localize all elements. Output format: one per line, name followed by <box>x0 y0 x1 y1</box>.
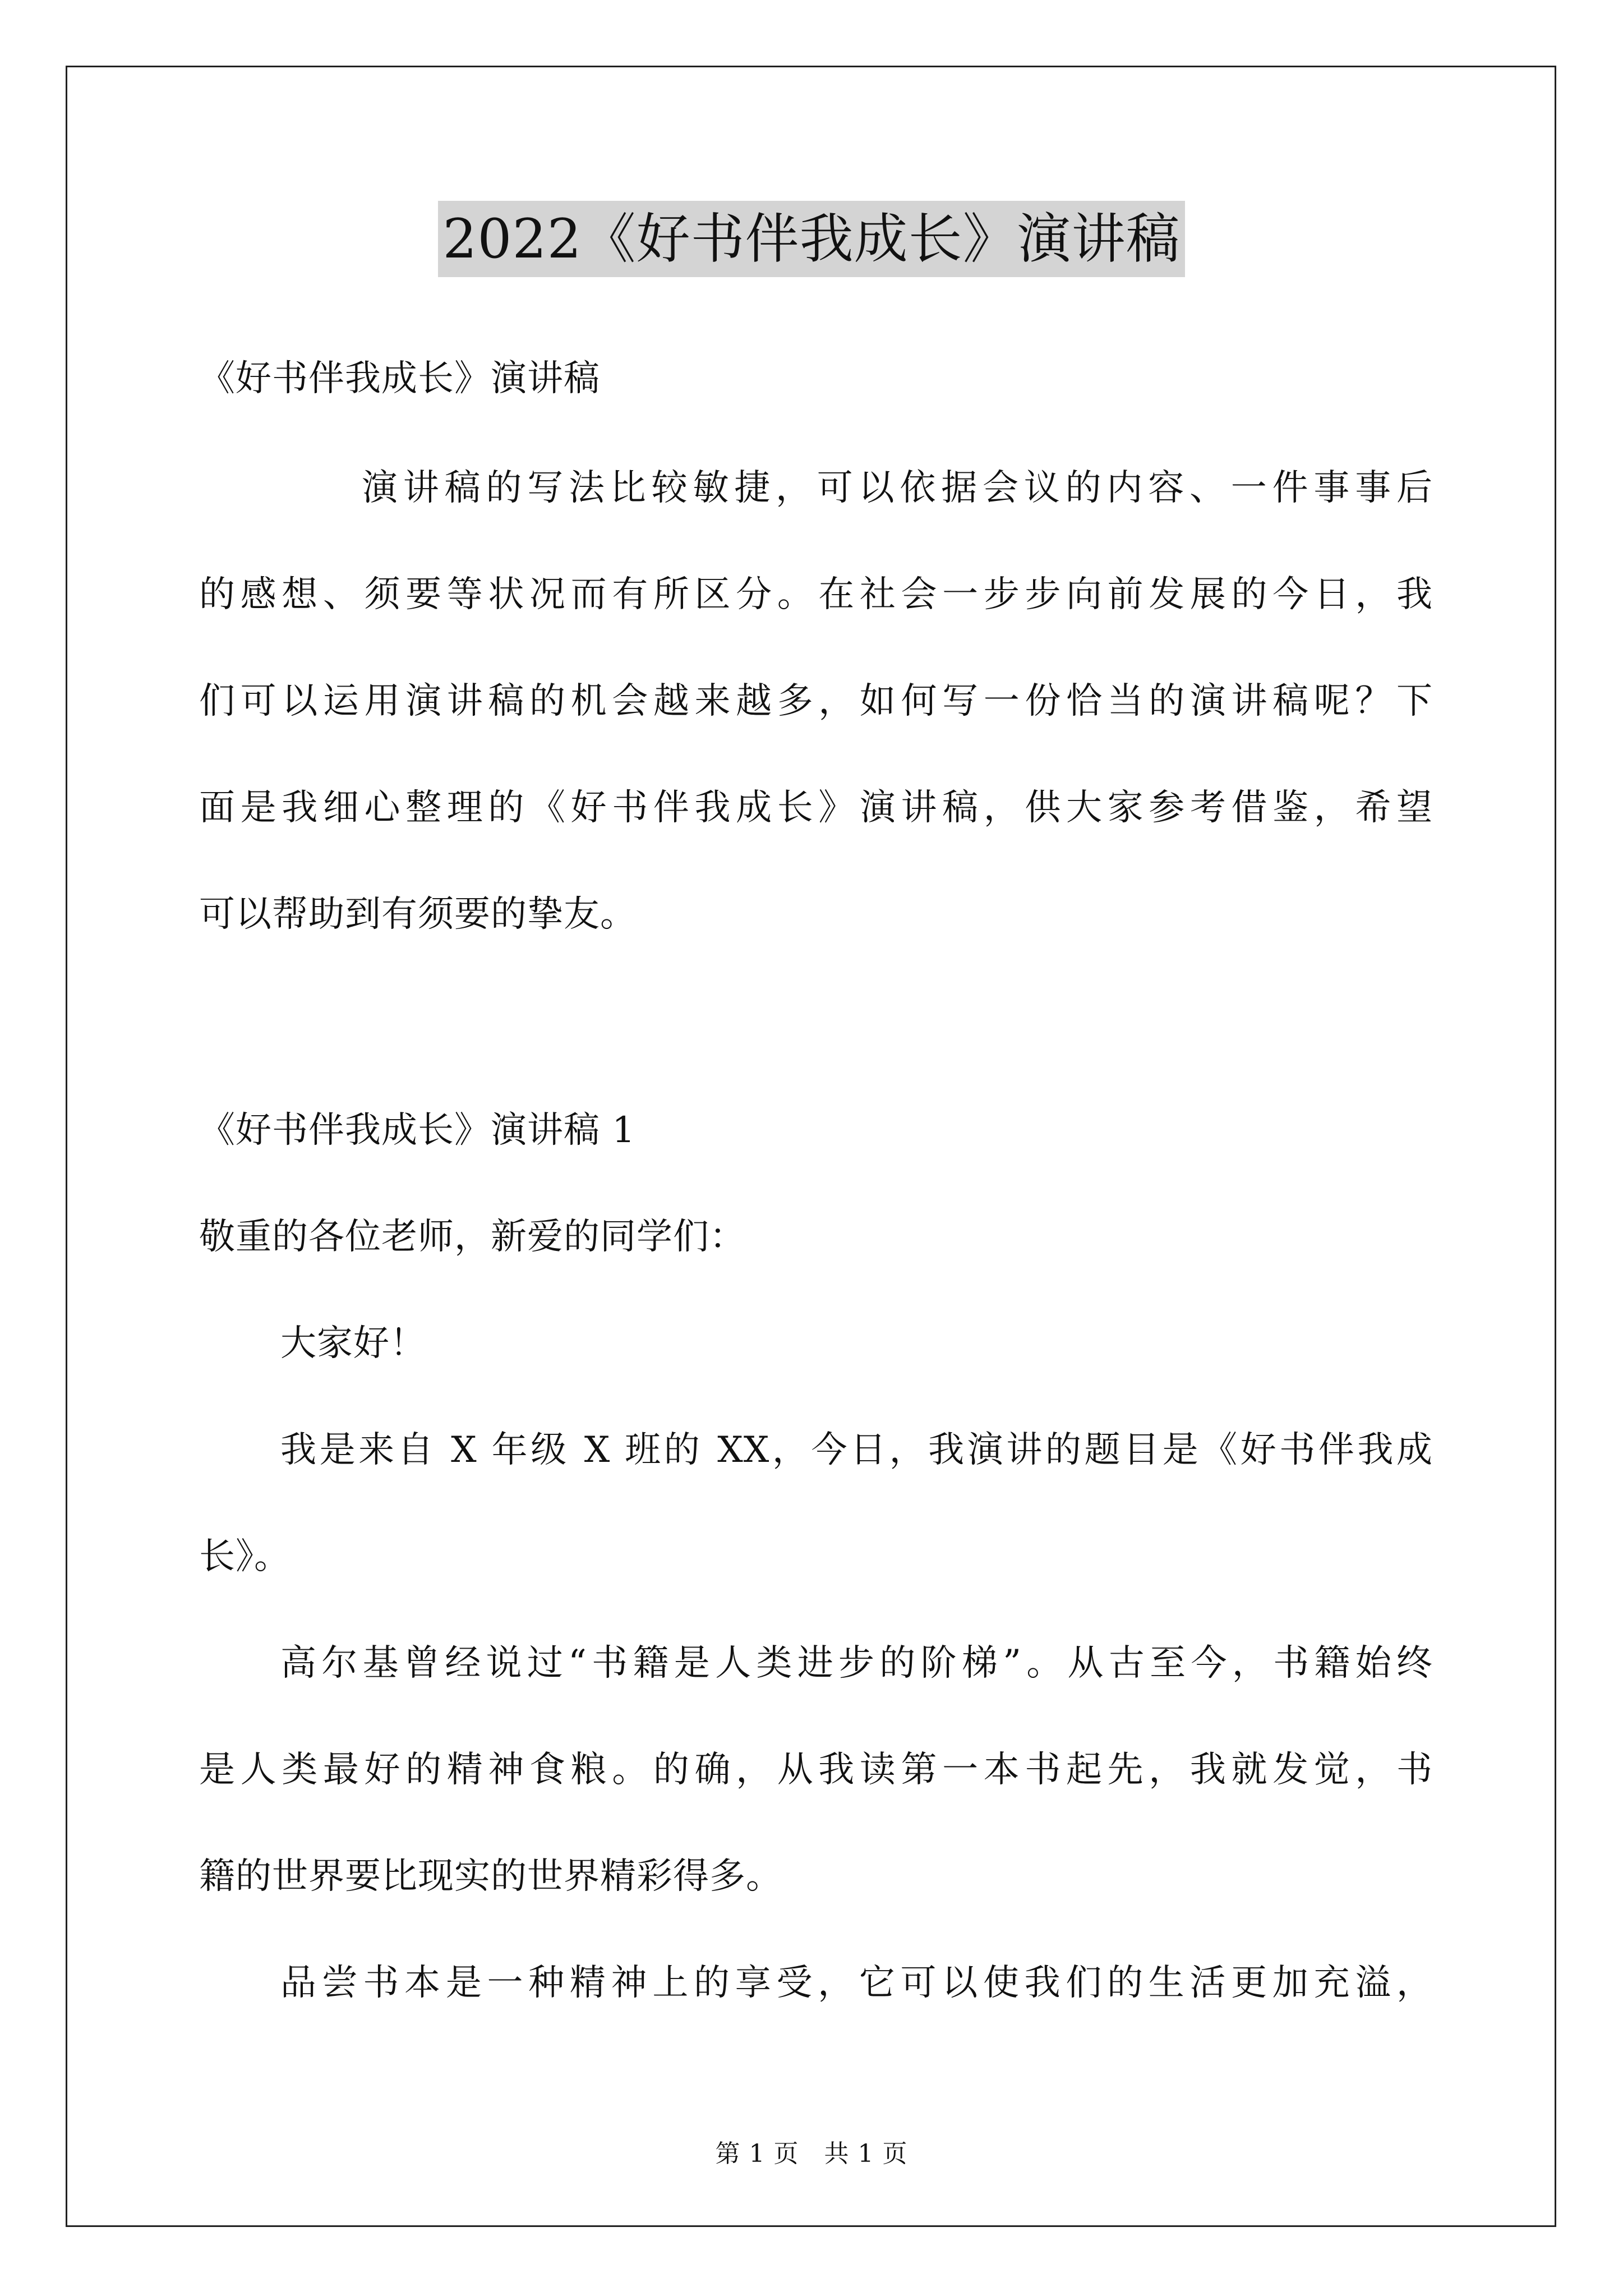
greeting-line: 大家好！ <box>280 1323 426 1364</box>
paragraph-line: 面是我细心整理的《好书伴我成长》演讲稿，供大家参考借鉴，希望 <box>199 787 1433 829</box>
paragraph-line: 我是来自 X 年级 X 班的 XX，今日，我演讲的题目是《好书伴我成 <box>280 1429 1433 1471</box>
page-footer: 第 1 页 共 1 页 <box>715 2139 908 2168</box>
title-container <box>0 201 1623 277</box>
paragraph-line: 品尝书本是一种精神上的享受，它可以使我们的生活更加充溢， <box>280 1962 1433 2004</box>
paragraph-line: 高尔基曾经说过“书籍是人类进步的阶梯”。从古至今，书籍始终 <box>280 1642 1433 1684</box>
paragraph-line: 是人类最好的精神食粮。的确，从我读第一本书起先，我就发觉，书 <box>199 1749 1433 1791</box>
paragraph-line: 籍的世界要比现实的世界精彩得多。 <box>199 1856 782 1897</box>
salutation-line: 敬重的各位老师，新爱的同学们： <box>199 1216 746 1258</box>
paragraph-line: 的感想、须要等状况而有所区分。在社会一步步向前发展的今日，我 <box>199 574 1433 615</box>
paragraph-line: 可以帮助到有须要的挚友。 <box>199 894 637 935</box>
section-heading: 《好书伴我成长》演讲稿 1 <box>199 1110 636 1151</box>
paragraph-line: 演讲稿的写法比较敏捷，可以依据会议的内容、一件事事后 <box>362 467 1433 509</box>
subtitle-line: 《好书伴我成长》演讲稿 <box>199 358 600 399</box>
paragraph-line: 们可以运用演讲稿的机会越来越多，如何写一份恰当的演讲稿呢？下 <box>199 680 1433 722</box>
document-title: 2022《好书伴我成长》演讲稿 <box>438 201 1184 277</box>
paragraph-line: 长》。 <box>199 1536 291 1577</box>
